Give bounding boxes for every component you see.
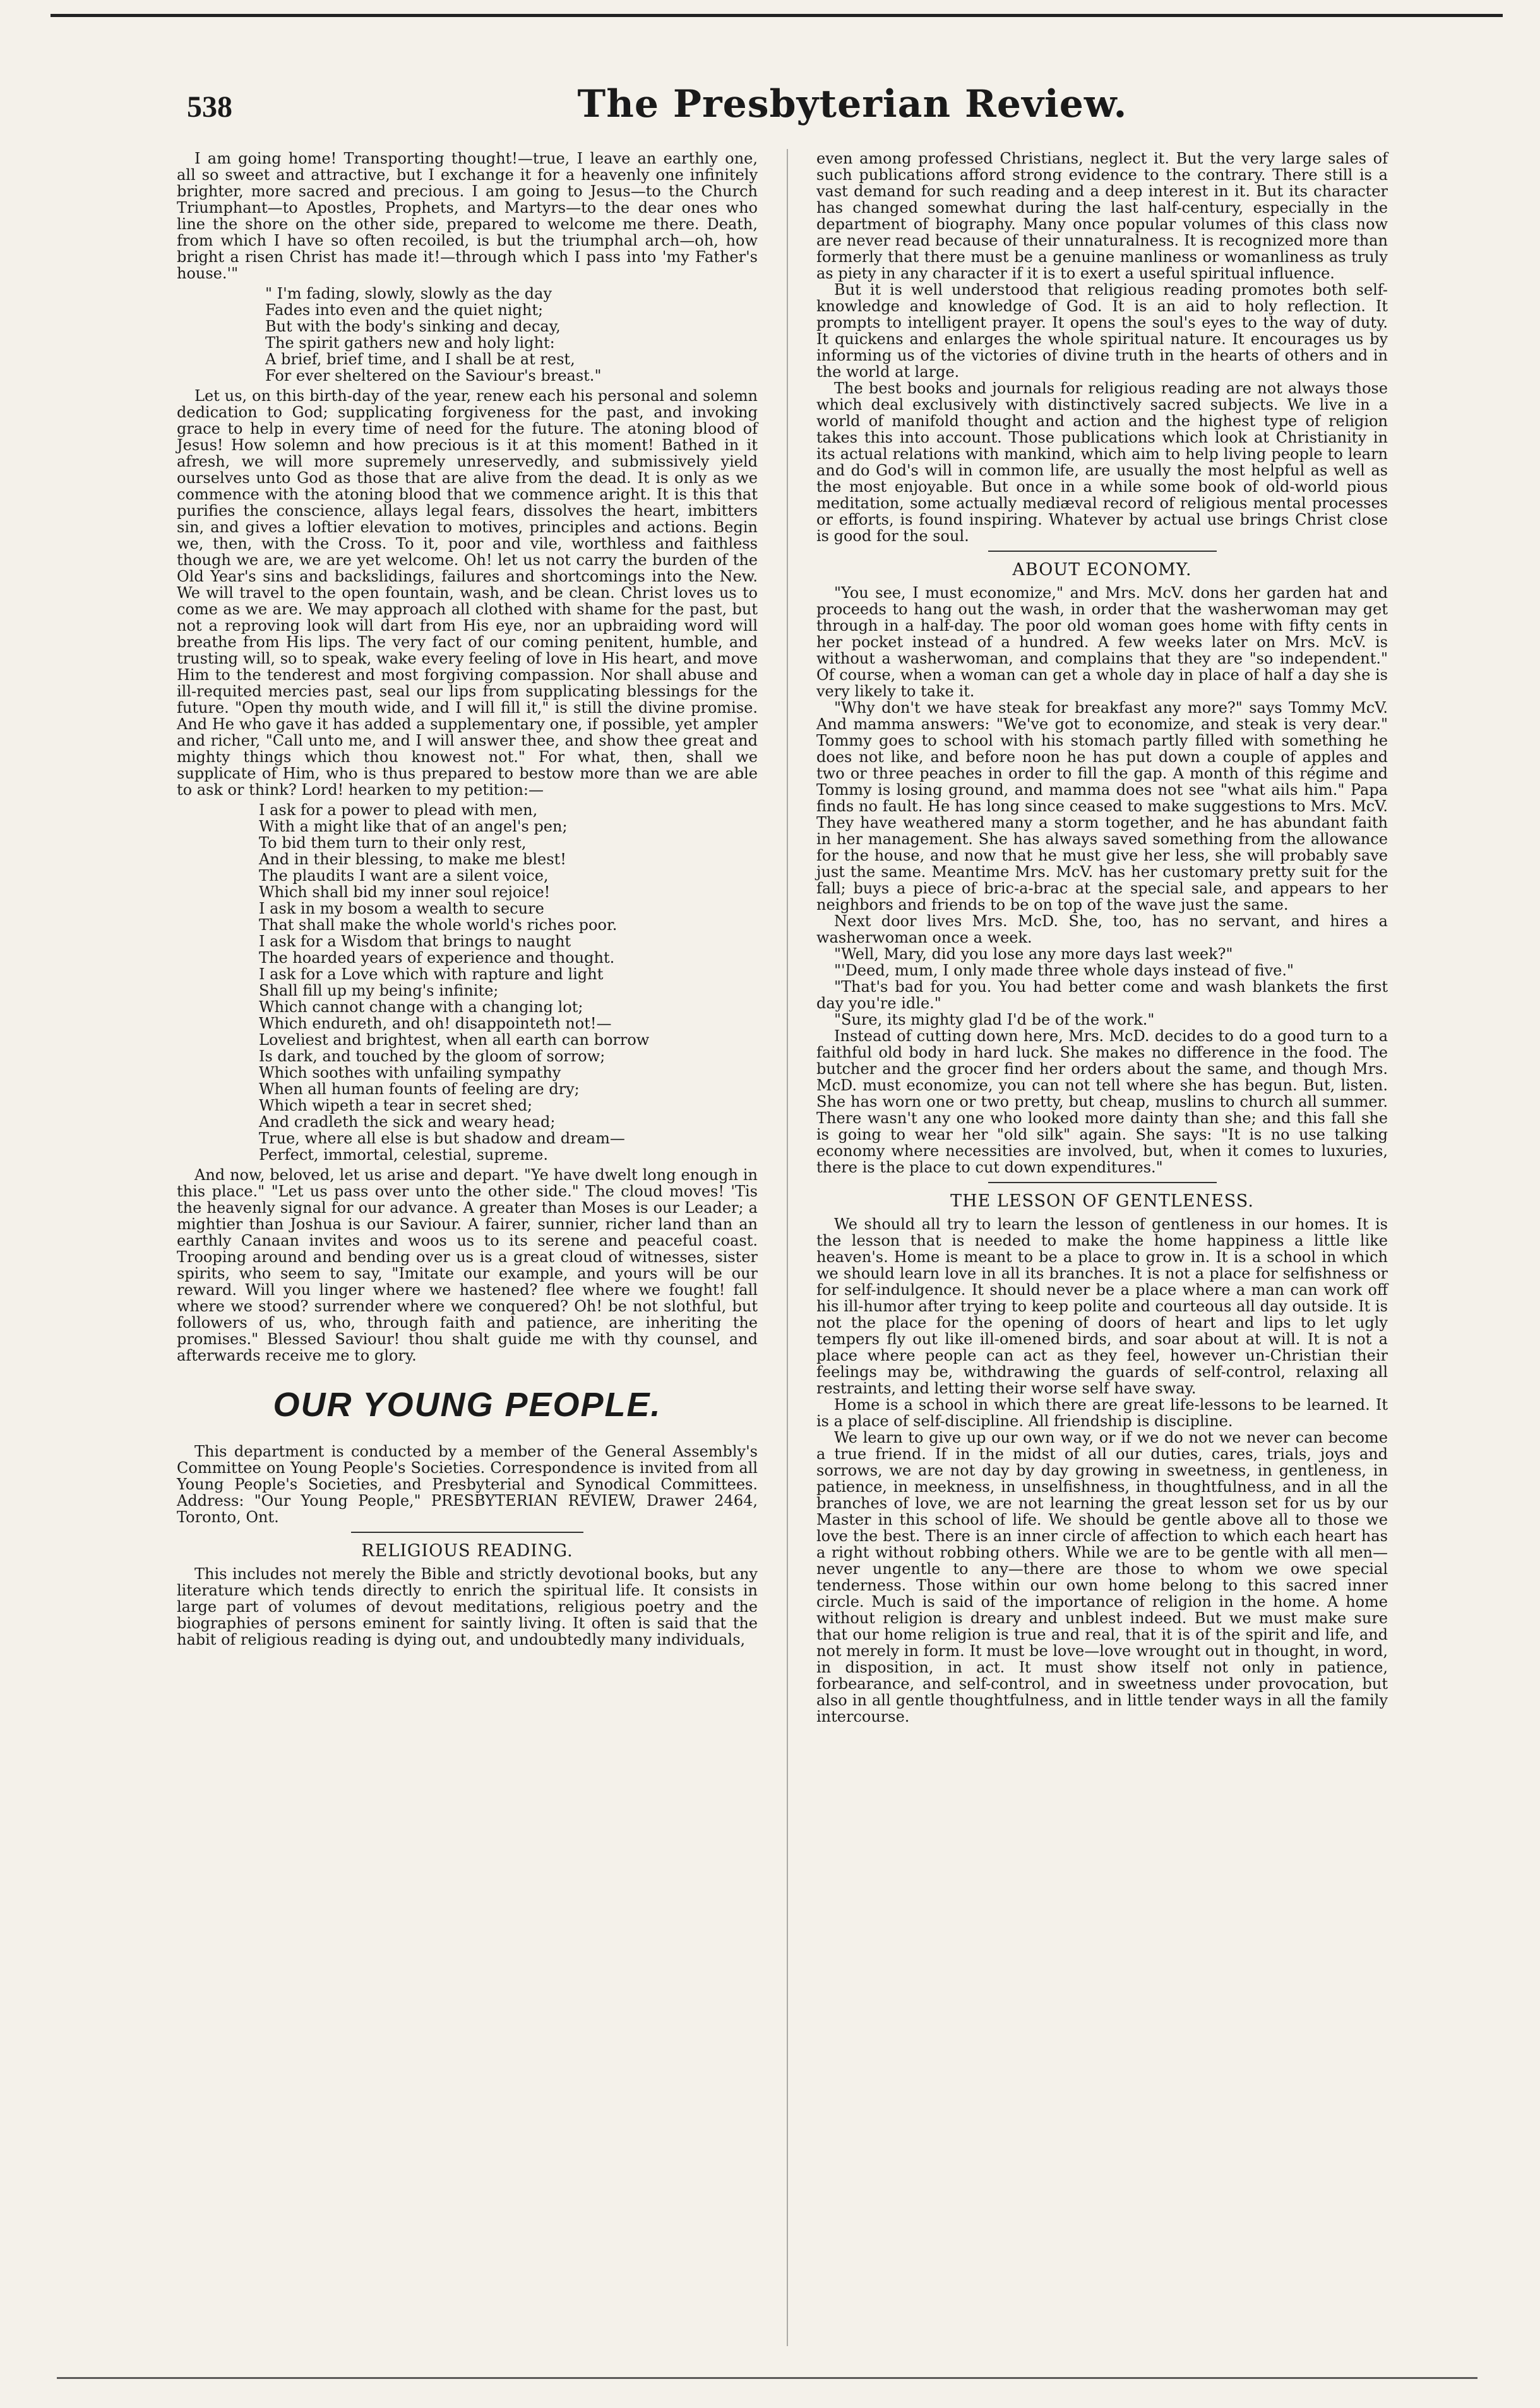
section-rule (351, 1532, 583, 1533)
paragraph: The best books and journals for religious reading are not always those which deal exclusively with distinctively sacred subjects. We live in a world of manifold thought and action and the highest type of religion takes this into account. Those publications which look at Christianity in its actual relations with mankind, which aim to help living people to learn and do God's will in common life, are usually the most helpful as well as the most enjoyable. But once in a while some book of old-world pious meditation, some actually mediæval record of religious mental processes or efforts, is found inspiring. Whatever by actual use brings Christ close is good for the soul. (816, 379, 1388, 545)
poem-line: A brief, brief time, and I shall be at rest, (265, 350, 575, 368)
dialogue-line: "That's bad for you. You had better come and wash blankets the first day you're idle." (816, 978, 1388, 1012)
poem-line: Which shall bid my inner soul rejoice! (259, 883, 551, 901)
paragraph: Next door lives Mrs. McD. She, too, has no servant, and hires a washerwoman once a week. (816, 912, 1388, 946)
poem-line: To bid them turn to their only rest, (259, 834, 527, 852)
paragraph: even among professed Christians, neglect it. But the very large sales of such publications afford strong evidence to the contrary. There still is a vast demand for such reading and a deep interest in it. But its character has changed somewhat during the last half-century, especially in the department of biography. Many once popular volumes of this class now are never read because of their unnaturalness. It is recognized more than formerly that there must be a genuine manliness or womanliness as truly as piety in any character if it is to exert a useful spiritual influence. (816, 150, 1388, 282)
paragraph: But it is well understood that religious reading promotes both self-knowledge and knowledge of God. It is an aid to holy reflection. It prompts to intelligent prayer. It opens the soul's eyes to the way of duty. It quickens and enlarges the whole spiritual nature. It encourages us by informing us of the victories of divine truth in the hearts of others and in the world at large. (816, 281, 1388, 381)
dialogue-line: "Well, Mary, did you lose any more days last week?" (834, 945, 1233, 963)
section-title-our-young-people: OUR YOUNG PEOPLE. (273, 1386, 662, 1424)
paragraph: "Why don't we have steak for breakfast any more?" says Tommy McV. And mamma answers: "We've got to economize, and steak is very dear." Tommy goes to school with his stomach partly filled with something he does not like, and before noon he has put down a couple of apples and two or three peaches in order to fill the gap. A month of this régime and Tommy is losing ground, and mamma does not see "what ails him." Papa finds no fault. He has long since ceased to make suggestions to Mrs. McV. They have weathered many a storm together, and he has abundant faith in her management. She has always saved something from the allowance for the house, and now that he must give her less, she will probably save just the same. Meantime Mrs. McV. has her customary pretty suit for the fall; buys a piece of bric-a-brac at the special sale, and appears to her neighbors and friends to be on top of the wave just the same. (816, 699, 1388, 914)
poem-line: Loveliest and brightest, when all earth can borrow (259, 1031, 650, 1049)
poem-line: I ask for a Wisdom that brings to naught (259, 933, 571, 950)
poem-line: Is dark, and touched by the gloom of sorrow; (259, 1047, 606, 1065)
poem-line: The spirit gathers new and holy light: (265, 334, 555, 352)
paragraph: "You see, I must economize," and Mrs. McV. dons her garden hat and proceeds to hang out the wash, in order that the washerwoman may get through in a half-day. The poor old woman goes home with fifty cents in her pocket instead of a hundred. A few weeks later on Mrs. McV. is without a washerwoman, and complains that they are "so independent." Of course, when a woman can get a whole day in place of half a day she is very likely to take it. (816, 584, 1388, 700)
top-rule (51, 14, 1503, 17)
poem-line: Which cannot change with a changing lot; (259, 998, 583, 1016)
poem-line: I ask for a power to plead with men, (259, 801, 538, 819)
poem-line: True, where all else is but shadow and dream— (259, 1129, 625, 1147)
section-rule (988, 551, 1217, 552)
poem-line: That shall make the whole world's riches poor. (259, 916, 618, 934)
poem-line: The hoarded years of experience and thought. (259, 949, 615, 967)
poem-line: I ask for a Love which with rapture and light (259, 965, 604, 983)
paragraph: This includes not merely the Bible and strictly devotional books, but any literature which tends directly to enrich the spiritual life. It consists in large part of volumes of devout meditations, religious poetry and the biographies of persons eminent for saintly living. It often is said that the habit of religious reading is dying out, and undoubtedly many individuals, (177, 1565, 758, 1648)
right-column (816, 150, 1388, 1725)
department-intro: This department is conducted by a member of the General Assembly's Committee on Young People's Societies. Correspondence is invited from all Young People's Societies, and Presbyterial and Synodical Committees. Address: "Our Young People," PRESBYTERIAN REVIEW, Drawer 2464, Toronto, Ont. (177, 1443, 758, 1526)
paragraph: And now, beloved, let us arise and depart. "Ye have dwelt long enough in this place." "Let us pass over unto the other side." The cloud moves! 'Tis the heavenly signal for our advance. A greater than Moses is our Leader; a mightier than Joshua is our Saviour. A fairer, sunnier, richer land than an earthly Canaan invites and woos us to its serene and peaceful coast. Trooping around and bending over us is a great cloud of witnesses, sister spirits, who seem to say, "Imitate our example, and yours will be our reward. Will you linger where we hastened? flee where we fought! fall where we stood? surrender where we conquered? Oh! be not slothful, but followers of us, who, through faith and patience, are inheriting the promises." Blessed Saviour! thou shalt guide me with thy counsel, and afterwards receive me to glory. (177, 1166, 758, 1364)
poem-line: And cradleth the sick and weary head; (259, 1113, 556, 1131)
paragraph: I am going home! Transporting thought!—true, I leave an earthly one, all so sweet and attractive, but I exchange it for a heavenly one infinitely brighter, more sacred and precious. I am going to Jesus—to the Church Triumphant—to Apostles, Prophets, and Martyrs—to the dear ones who line the shore on the other side, prepared to welcome me there. Death, from which I have so often recoiled, is but the triumphal arch—oh, how bright a risen Christ has made it!—through which I pass into 'my Father's house.'" (177, 150, 758, 282)
poem-line: But with the body's sinking and decay, (265, 318, 561, 335)
poem-line: With a might like that of an angel's pen; (259, 818, 568, 835)
page-number: 538 (187, 90, 232, 124)
section-rule (988, 1182, 1217, 1183)
poem-line: And in their blessing, to make me blest! (259, 850, 566, 868)
poem-line: I ask in my bosom a wealth to secure (259, 900, 544, 917)
poem-line: For ever sheltered on the Saviour's breast." (265, 367, 602, 384)
journal-title: The Presbyterian Review. (577, 82, 1128, 126)
paragraph: We learn to give up our own way, or if we do not we never can become a true friend. If in the midst of all our duties, cares, trials, joys and sorrows, we are not day by day growing in sweetness, in gentleness, in patience, in meekness, in unselfishness, in thoughtfulness, and in all the branches of love, we are not learning the great lesson set for us by our Master in this school of life. We should be gentle above all to those we love the best. There is an inner circle of affection to which each heart has a right without robbing others. While we are to be gentle with all men—never ungentle to any—there are those to whom we owe special tenderness. Those within our own home belong to this sacred inner circle. Much is said of the importance of religion in the home. A home without religion is dreary and unblest indeed. But we must make sure that our home religion is true and real, that it is of the spirit and life, and not merely in form. It must be love—love wrought out in thought, in word, in disposition, in act. It must show itself not only in patience, forbearance, and self-control, and in sweetness under provocation, but also in all gentle thoughtfulness, and in little tender ways in all the family intercourse. (816, 1429, 1388, 1726)
poem-line: Which endureth, and oh! disappointeth not!— (259, 1015, 612, 1032)
bottom-rule (57, 2377, 1477, 2379)
poem-line: Which soothes with unfailing sympathy (259, 1064, 561, 1082)
paragraph: Instead of cutting down here, Mrs. McD. decides to do a good turn to a faithful old body in hard luck. She makes no difference in the food. The butcher and the grocer find her orders about the same, and though Mrs. McD. must economize, you can not tell where she has begun. But, listen. She has worn one or two pretty, but cheap, muslins to church all summer. There wasn't any one who looked more dainty than she; and this fall she is going to wear her "old silk" again. She says: "It is no use talking economy where necessities are involved, but, when it comes to luxuries, there is the place to cut down expenditures." (816, 1027, 1388, 1176)
paragraph: Home is a school in which there are great life-lessons to be learned. It is a place of self-discipline. All friendship is discipline. (816, 1396, 1388, 1430)
heading-about-economy: ABOUT ECONOMY. (1012, 560, 1192, 580)
left-column (177, 150, 758, 1648)
dialogue-line: "Sure, its mighty glad I'd be of the work." (834, 1011, 1155, 1028)
poem-petition (177, 802, 758, 1163)
dialogue-line: "'Deed, mum, I only made three whole days instead of five." (834, 962, 1294, 979)
poem-fading (177, 285, 758, 384)
poem-line: Which wipeth a tear in secret shed; (259, 1097, 533, 1114)
paragraph: We should all try to learn the lesson of gentleness in our homes. It is the lesson that is needed to make the home happiness a little like heaven's. Home is meant to be a place to grow in. It is a school in which we should learn love in all its branches. It is not a place for selfishness or for self-indulgence. It should never be a place where a man can work off his ill-humor after trying to keep polite and courteous all day outside. It is not the place for the opening of doors of heart and lips to let ugly tempers fly out like ill-omened birds, and soar about at will. It is not a place where people can act as they feel, however un-Christian their feelings may be, withdrawing the guards of self-control, relaxing all restraints, and letting their worse self have sway. (816, 1215, 1388, 1397)
column-divider (787, 149, 788, 2346)
heading-religious-reading: RELIGIOUS READING. (361, 1541, 573, 1561)
poem-line: Perfect, immortal, celestial, supreme. (259, 1146, 548, 1164)
poem-line: " I'm fading, slowly, slowly as the day (265, 285, 552, 302)
paragraph: Let us, on this birth-day of the year, renew each his personal and solemn dedication to God; supplicating forgiveness for the past, and invoking grace to help in every time of need for the future. The atoning blood of Jesus! How solemn and how precious is it at this moment! Bathed in it afresh, we will more supremely unreservedly, and submissively yield ourselves unto God as those that are alive from the dead. It is only as we commence with the atoning blood that we commence aright. It is this that purifies the conscience, allays legal fears, dissolves the heart, imbitters sin, and gives a loftier elevation to motives, principles and actions. Begin we, then, with the Cross. To it, poor and vile, worthless and faithless though we are, we are yet welcome. Oh! let us not carry the burden of the Old Year's sins and backslidings, failures and shortcomings into the New. We will travel to the open fountain, wash, and be clean. Christ loves us to come as we are. We may approach all clothed with shame for the past, but not a reproving look will dart from His eye, nor an upbraiding word will breathe from His lips. The very fact of our coming penitent, humble, and trusting will, so to speak, wake every feeling of love in His heart, and move Him to the tenderest and most forgiving compassion. Nor shall abuse and ill-requited mercies past, seal our lips from supplicating blessings for the future. "Open thy mouth wide, and I will fill it," is still the divine promise. And He who gave it has added a supplementary one, if possible, yet ampler and richer, "Call unto me, and I will answer thee, and show thee great and mighty things which thou knowest not." For what, then, shall we supplicate of Him, who is thus prepared to bestow more than we are able to ask or think? Lord! hearken to my petition:— (177, 387, 758, 799)
poem-line: When all human founts of feeling are dry; (259, 1080, 580, 1098)
heading-lesson-of-gentleness: THE LESSON OF GENTLENESS. (950, 1191, 1254, 1211)
poem-line: Shall fill up my being's infinite; (259, 982, 499, 999)
poem-line: Fades into even and the quiet night; (265, 301, 544, 319)
poem-line: The plaudits I want are a silent voice, (259, 867, 549, 885)
